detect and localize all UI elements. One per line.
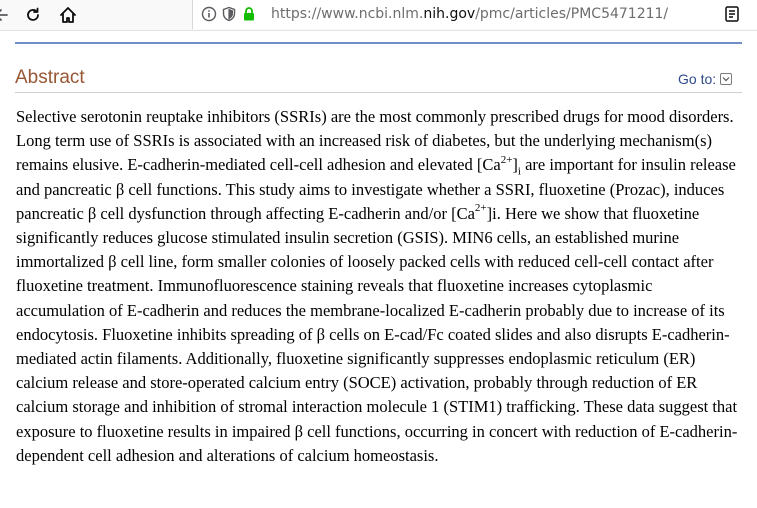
superscript-charge-1: 2+ — [500, 153, 513, 166]
abstract-part-2: ] — [512, 155, 518, 175]
superscript-charge-2: 2+ — [474, 202, 487, 215]
url-path: /pmc/articles/PMC5471211/ — [475, 6, 669, 22]
chevron-down-icon[interactable] — [720, 73, 732, 85]
lock-icon[interactable] — [241, 6, 257, 27]
page-top-rule — [15, 42, 742, 44]
goto-label: Go to: — [678, 71, 717, 87]
back-arrow-icon[interactable] — [0, 3, 14, 27]
reader-view-icon[interactable] — [723, 5, 741, 28]
home-icon[interactable] — [56, 3, 80, 27]
title-underline — [15, 92, 742, 93]
url-text[interactable] — [271, 6, 668, 22]
url-prefix: https://www.ncbi.nlm. — [271, 6, 424, 22]
abstract-part-1: Selective serotonin reuptake inhibitors (SSRIs) are the most commonly prescribed drugs for mood disorders. Long term use of SSRIs is associated with an increased risk of diabetes, but the underlying mechanism(s) remains elusive. E-cadherin-mediated cell-cell adhesion and elevated [Ca — [16, 107, 734, 175]
goto-dropdown[interactable] — [678, 71, 732, 87]
browser-toolbar — [0, 0, 757, 31]
reload-icon[interactable] — [21, 3, 45, 27]
subscript-i: i — [517, 165, 521, 178]
info-icon[interactable] — [201, 6, 217, 27]
abstract-text — [16, 105, 742, 468]
url-bar[interactable] — [192, 0, 757, 29]
tracking-shield-icon[interactable] — [221, 6, 237, 27]
section-title: Abstract — [15, 67, 85, 88]
abstract-part-4: ]i. Here we show that fluoxetine significantly reduces glucose stimulated insulin secretion (GSIS). MIN6 cells, an established murine immortalized β cell line, form smaller colonies of loosely packed cells with reduced cell-cell contact after fluoxetine treatment. Immunofluorescence staining reveals that fluoxetine increases cytoplasmic accumulation of E-cadherin and reduces the membrane-localized E-cadherin probably due to increase of its endocytosis. Fluoxetine inhibits spreading of β cells on E-cad/Fc coated slides and also disrupts E-cadherin-mediated actin filaments. Additionally, fluoxetine significantly suppresses endoplasmic reticulum (ER) calcium release and store-operated calcium entry (SOCE) activation, probably through reduction of ER calcium storage and inhibition of stromal interaction molecule 1 (STIM1) trafficking. These data suggest that exposure to fluoxetine results in impaired β cell functions, occurring in concert with reduction of E-cadherin-dependent cell adhesion and alterations of calcium homeostasis. — [16, 203, 738, 465]
abstract-part-3: are important for insulin release and pancreatic β cell functions. This study aims to investigate whether a SSRI, fluoxetine (Prozac), induces pancreatic β cell dysfunction through affecting E-cadherin and/or [Ca — [16, 155, 736, 223]
url-host: nih.gov — [423, 6, 476, 22]
